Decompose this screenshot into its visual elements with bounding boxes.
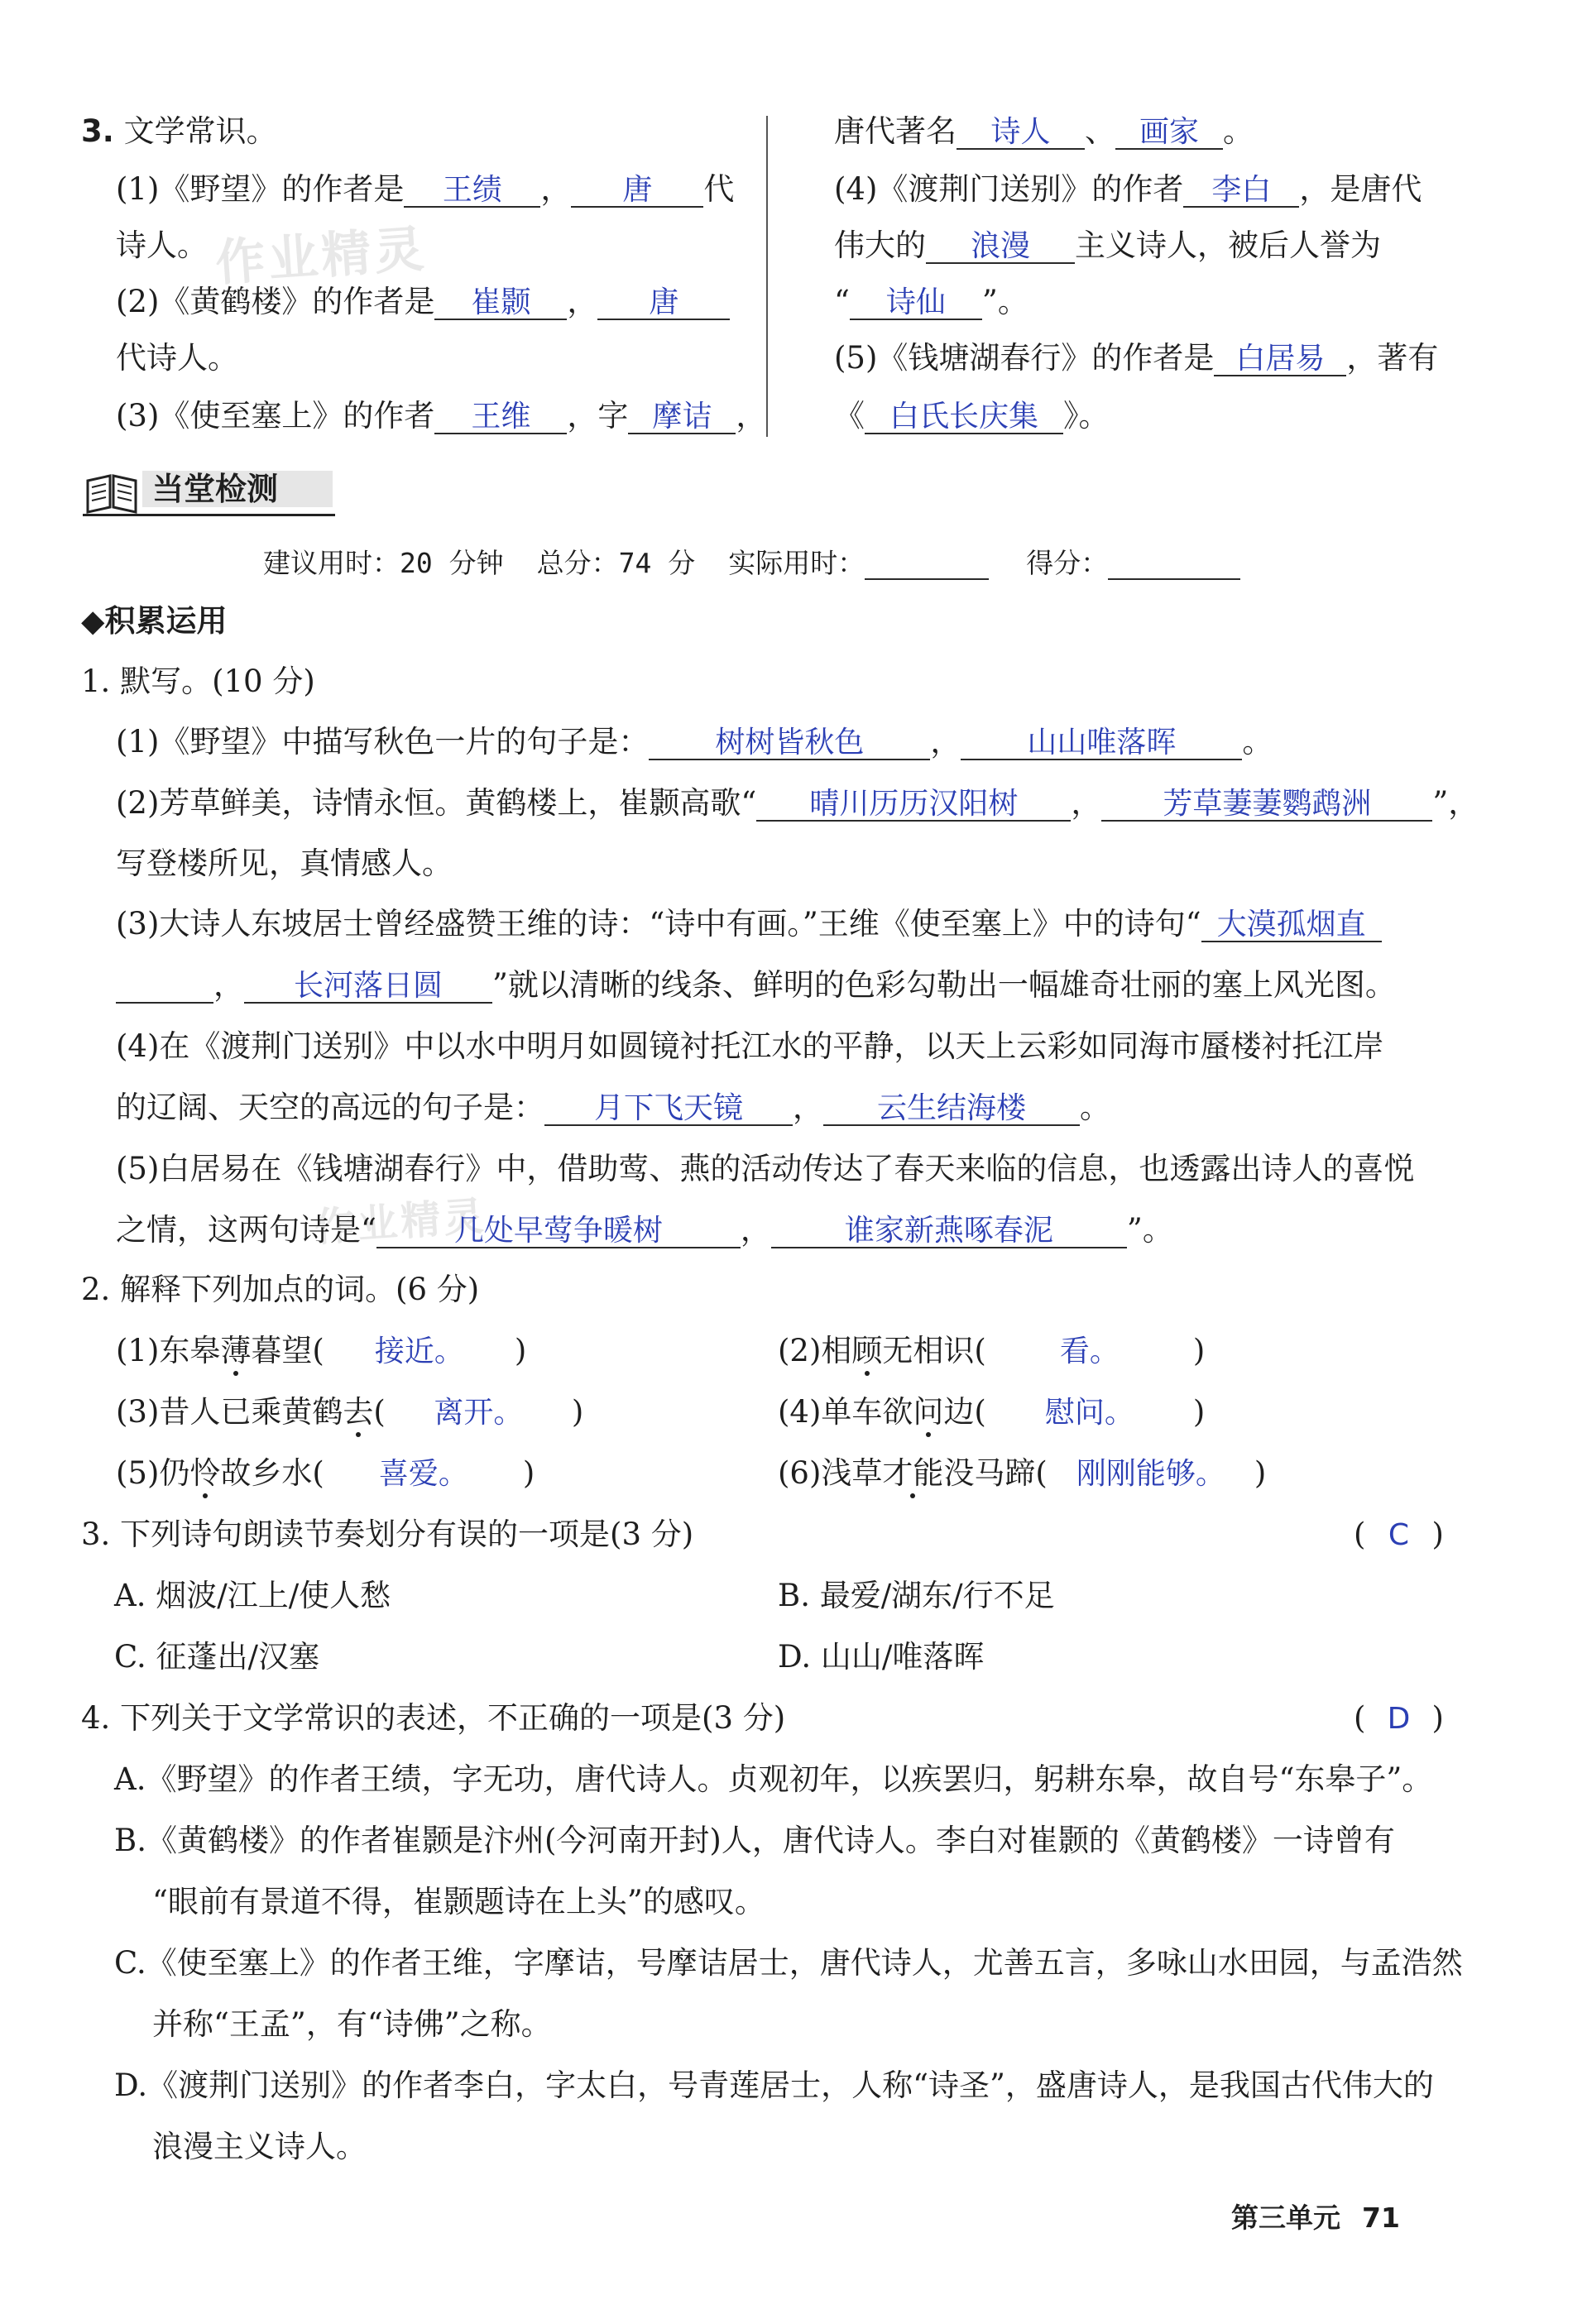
column-divider [766,116,768,437]
watermark: 作业精灵 [313,1192,489,1252]
q4-answer-paren: ( D ) [1354,1700,1444,1736]
watermark: 作业精灵 [213,220,429,293]
q2-item-4: (4)单车欲问边( 慰问。 ) [778,1394,1206,1430]
answer: 摩诘 [652,400,712,434]
answer: C [1388,1518,1409,1552]
answer: 晴川历历汉阳树 [809,787,1019,821]
answer: 芳草萋萋鹦鹉洲 [1163,787,1372,821]
subsection-title: ◆积累运用 [81,603,228,639]
q2-item-2: (2)相顾无相识( 看。 ) [778,1333,1206,1368]
answer: 云生结海楼 [876,1091,1026,1125]
q3-option-d: D. 山山/唯落晖 [778,1639,985,1675]
q1-s1: (1)《野望》中描写秋色一片的句子是： 树树皆秋色 ， 山山唯落晖 。 [116,724,1273,759]
top-item-1: (1)《野望》的作者是 王绩 ， 唐 代 [116,171,735,207]
answer: 王绩 [442,173,502,207]
answer: 谁家新燕啄春泥 [844,1214,1053,1248]
answer: 画家 [1139,115,1199,149]
top-item-4-line2: 伟大的 浪漫 主义诗人，被后人誉为 [834,228,1381,263]
q1-s5-line2: 之情，这两句诗是“ 几处早莺争暖树 ， 谁家新燕啄春泥 ”。 [116,1212,1173,1248]
top-item-1-line2: 诗人。 [116,228,208,263]
q4-option-b: B.《黄鹤楼》的作者崔颢是汴州(今河南开封)人，唐代诗人。李白对崔颢的《黄鹤楼》一诗曾有 [114,1823,1395,1858]
answer: 王维 [471,400,531,434]
q2-title: 2. 解释下列加点的词。(6 分) [81,1272,480,1307]
answer: 接近。 [374,1335,464,1368]
exam-info-bar: 建议用时：20 分钟 总分：74 分 实际用时： 得分： [263,549,1240,580]
answer: 喜爱。 [378,1457,468,1491]
top-item-2: (2)《黄鹤楼》的作者是 崔颢 ， 唐 [116,286,730,320]
answer: 大漠孤烟直 [1216,908,1366,942]
q4-option-d-line2: 浪漫主义诗人。 [152,2129,367,2164]
top-right-1: 唐代著名 诗人 、 画家 。 [834,113,1254,149]
q3-top-title: 3. 文学常识。 [81,113,277,149]
answer: 几处早莺争暖树 [453,1214,663,1248]
answer: 白居易 [1235,342,1326,376]
answer: 白氏长庆集 [889,400,1038,434]
q1-s4-line2: 的辽阔、天空的高远的句子是： 月下飞天镜 ， 云生结海楼 。 [116,1090,1110,1125]
q2-item-3: (3)昔人已乘黄鹤去( 离开。 ) [116,1394,584,1430]
q2-item-1: (1)东皋薄暮望( 接近。 ) [116,1333,527,1368]
answer: 树树皆秋色 [715,726,865,759]
answer: 崔颢 [471,285,531,319]
answer: 唐 [649,285,679,319]
answer: 离开。 [434,1396,524,1430]
top-item-4: (4)《渡荆门送别》的作者 李白 ，是唐代 [834,171,1422,207]
q4-option-c: C.《使至塞上》的作者王维，字摩诘，号摩诘居士，唐代诗人，尤善五言，多咏山水田园，与孟浩然 [114,1945,1463,1981]
answer: 浪漫 [970,229,1030,263]
q1-s3: (3)大诗人东坡居士曾经盛赞王维的诗：“诗中有画。”王维《使至塞上》中的诗句“ 大漠孤烟直 [116,908,1382,942]
q4-option-d: D.《渡荆门送别》的作者李白，字太白，号青莲居士，人称“诗圣”，盛唐诗人，是我国古代伟大的 [114,2068,1434,2103]
q1-s5: (5)白居易在《钱塘湖春行》中，借助莺、燕的活动传达了春天来临的信息，也透露出诗人的喜悦 [116,1151,1415,1186]
answer: 诗仙 [885,285,946,319]
book-icon [83,469,141,515]
answer: 李白 [1211,173,1272,207]
answer: 长河落日圆 [293,969,443,1003]
answer: 刚刚能够。 [1076,1457,1225,1491]
answer: 慰问。 [1044,1396,1134,1430]
q4-title: 4. 下列关于文学常识的表述，不正确的一项是(3 分) [81,1700,786,1736]
q4-option-a: A.《野望》的作者王绩，字无功，唐代诗人。贞观初年，以疾罢归，躬耕东皋，故自号“东皋子”。 [114,1761,1433,1797]
top-item-2-line2: 代诗人。 [116,340,238,376]
page-number: 71 [1362,2202,1400,2234]
q2-item-6: (6)浅草才能没马蹄( 刚刚能够。 ) [778,1455,1267,1491]
q1-s2-line2: 写登楼所见，真情感人。 [116,846,453,881]
top-item-3: (3)《使至塞上》的作者 王维 ，字 摩诘 ， [116,398,767,434]
q3-option-a: A. 烟波/江上/使人愁 [114,1578,391,1613]
section-title: 当堂检测 [152,471,279,507]
q3-answer-paren: ( C ) [1354,1517,1444,1552]
q3-option-b: B. 最爱/湖东/行不足 [778,1578,1055,1613]
q4-option-b-line2: “眼前有景道不得，崔颢题诗在上头”的感叹。 [152,1884,765,1919]
answer: 月下飞天镜 [593,1091,743,1125]
q3-option-c: C. 征蓬出/汉塞 [114,1639,319,1675]
section-header [83,466,335,517]
q1-s3-line2: ， 长河落日圆 ”就以清晰的线条、鲜明的色彩勾勒出一幅雄奇壮丽的塞上风光图。 [116,970,1396,1004]
q3-title: 3. 下列诗句朗读节奏划分有误的一项是(3 分) [81,1517,694,1552]
top-item-4-line3: “ 诗仙 ”。 [834,284,1028,319]
answer: D [1387,1702,1411,1736]
answer: 诗人 [990,115,1051,149]
unit-label: 第三单元 [1231,2202,1340,2234]
q2-item-5: (5)仍怜故乡水( 喜爱。 ) [116,1455,535,1491]
q1-s4: (4)在《渡荆门送别》中以水中明月如圆镜衬托江水的平静，以天上云彩如同海市蜃楼衬托江岸 [116,1028,1384,1064]
answer: 唐 [622,173,653,207]
q1-s2: (2)芳草鲜美，诗情永恒。黄鹤楼上，崔颢高歌“ 晴川历历汉阳树 ， 芳草萋萋鹦鹉洲 ”， [116,785,1479,821]
answer: 山山唯落晖 [1027,726,1177,759]
top-item-5-line2: 《 白氏长庆集 》。 [834,398,1110,434]
q4-option-c-line2: 并称“王孟”，有“诗佛”之称。 [152,2006,552,2042]
q1-title: 1. 默写。(10 分) [81,664,315,699]
answer: 看。 [1059,1335,1120,1368]
page-footer [1231,2202,1400,2234]
top-item-5: (5)《钱塘湖春行》的作者是 白居易 ，著有 [834,340,1439,376]
